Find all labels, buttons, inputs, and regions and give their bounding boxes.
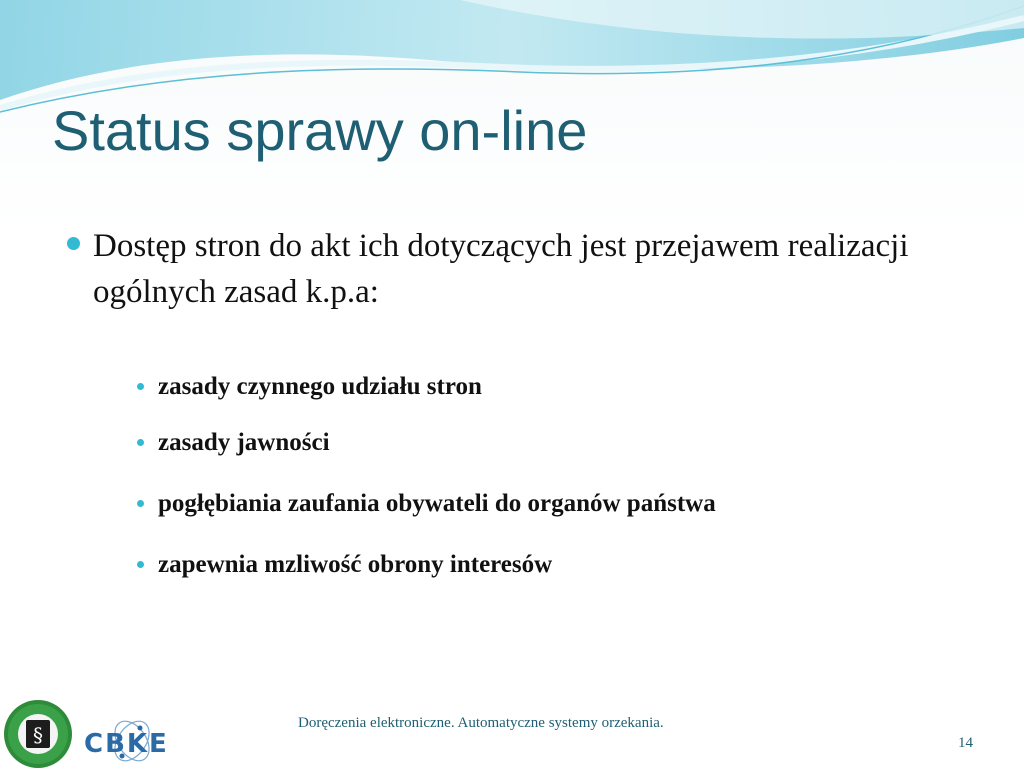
cbke-logo [82, 716, 182, 766]
sub-bullet-text: pogłębiania zaufania obywateli do organów państwa [158, 490, 716, 517]
svg-text:§: § [33, 723, 43, 747]
sub-bullet-text: zasady jawności [158, 429, 330, 456]
sub-bullet [137, 429, 330, 457]
footer-text: Doręczenia elektroniczne. Automatyczne systemy orzekania. [298, 715, 664, 731]
main-bullet-text: Dostęp stron do akt ich dotyczących jest przejawem realizacji ogólnych zasad k.p.a: [93, 228, 909, 310]
svg-text:CBKE: CBKE [84, 729, 169, 759]
bullet-dot-icon [137, 439, 144, 446]
page-number: 14 [958, 735, 973, 751]
sub-bullet [137, 551, 552, 579]
bullet-dot-icon [67, 237, 80, 250]
bullet-dot-icon [137, 500, 144, 507]
blok-prawa-komputerowego-logo [2, 698, 74, 768]
bullet-dot-icon [137, 561, 144, 568]
sub-bullet-text: zasady czynnego udziału stron [158, 373, 482, 400]
sub-bullet [137, 490, 716, 518]
sub-bullet-text: zapewnia mzliwość obrony interesów [158, 551, 553, 578]
bullet-dot-icon [137, 383, 144, 390]
slide-title: Status sprawy on-line [52, 99, 588, 162]
sub-bullet [137, 373, 482, 401]
